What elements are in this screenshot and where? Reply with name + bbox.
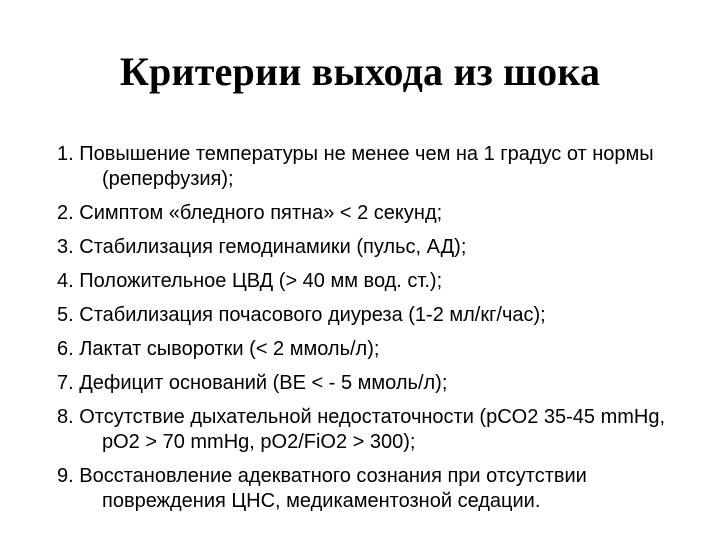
criteria-item — [57, 405, 677, 455]
item-text: Отсутствие дыхательной недостаточности (pCO2 35-45 mmHg, pO2 > 70 mmHg, pO2/FiO2 > 300); — [79, 406, 666, 453]
criteria-item — [57, 303, 677, 328]
criteria-item — [57, 201, 677, 226]
item-number: 8. — [57, 406, 74, 428]
criteria-item — [57, 464, 677, 514]
item-number: 4. — [57, 270, 74, 292]
criteria-item — [57, 337, 677, 362]
item-text: Дефицит оснований (BE < - 5 ммоль/л); — [79, 372, 448, 394]
item-number: 3. — [57, 236, 74, 258]
criteria-list — [57, 142, 677, 523]
item-number: 9. — [57, 465, 74, 487]
item-text: Лактат сыворотки (< 2 ммоль/л); — [79, 338, 380, 360]
item-text: Стабилизация почасового диуреза (1-2 мл/кг/час); — [79, 304, 546, 326]
item-number: 5. — [57, 304, 74, 326]
item-text: Стабилизация гемодинамики (пульс, АД); — [79, 236, 467, 258]
criteria-item — [57, 371, 677, 396]
item-number: 6. — [57, 338, 74, 360]
item-text: Положительное ЦВД (> 40 мм вод. ст.); — [79, 270, 443, 292]
item-text: Симптом «бледного пятна» < 2 секунд; — [79, 202, 443, 224]
item-number: 7. — [57, 372, 74, 394]
criteria-item — [57, 235, 677, 260]
item-number: 1. — [57, 143, 74, 165]
criteria-item — [57, 142, 677, 192]
item-text: Повышение температуры не менее чем на 1 градус от нормы (реперфузия); — [79, 143, 654, 190]
item-number: 2. — [57, 202, 74, 224]
slide-title: Критерии выхода из шока — [119, 49, 601, 94]
criteria-item — [57, 269, 677, 294]
item-text: Восстановление адекватного сознания при отсутствии повреждения ЦНС, медикаментозной седации. — [79, 465, 587, 512]
